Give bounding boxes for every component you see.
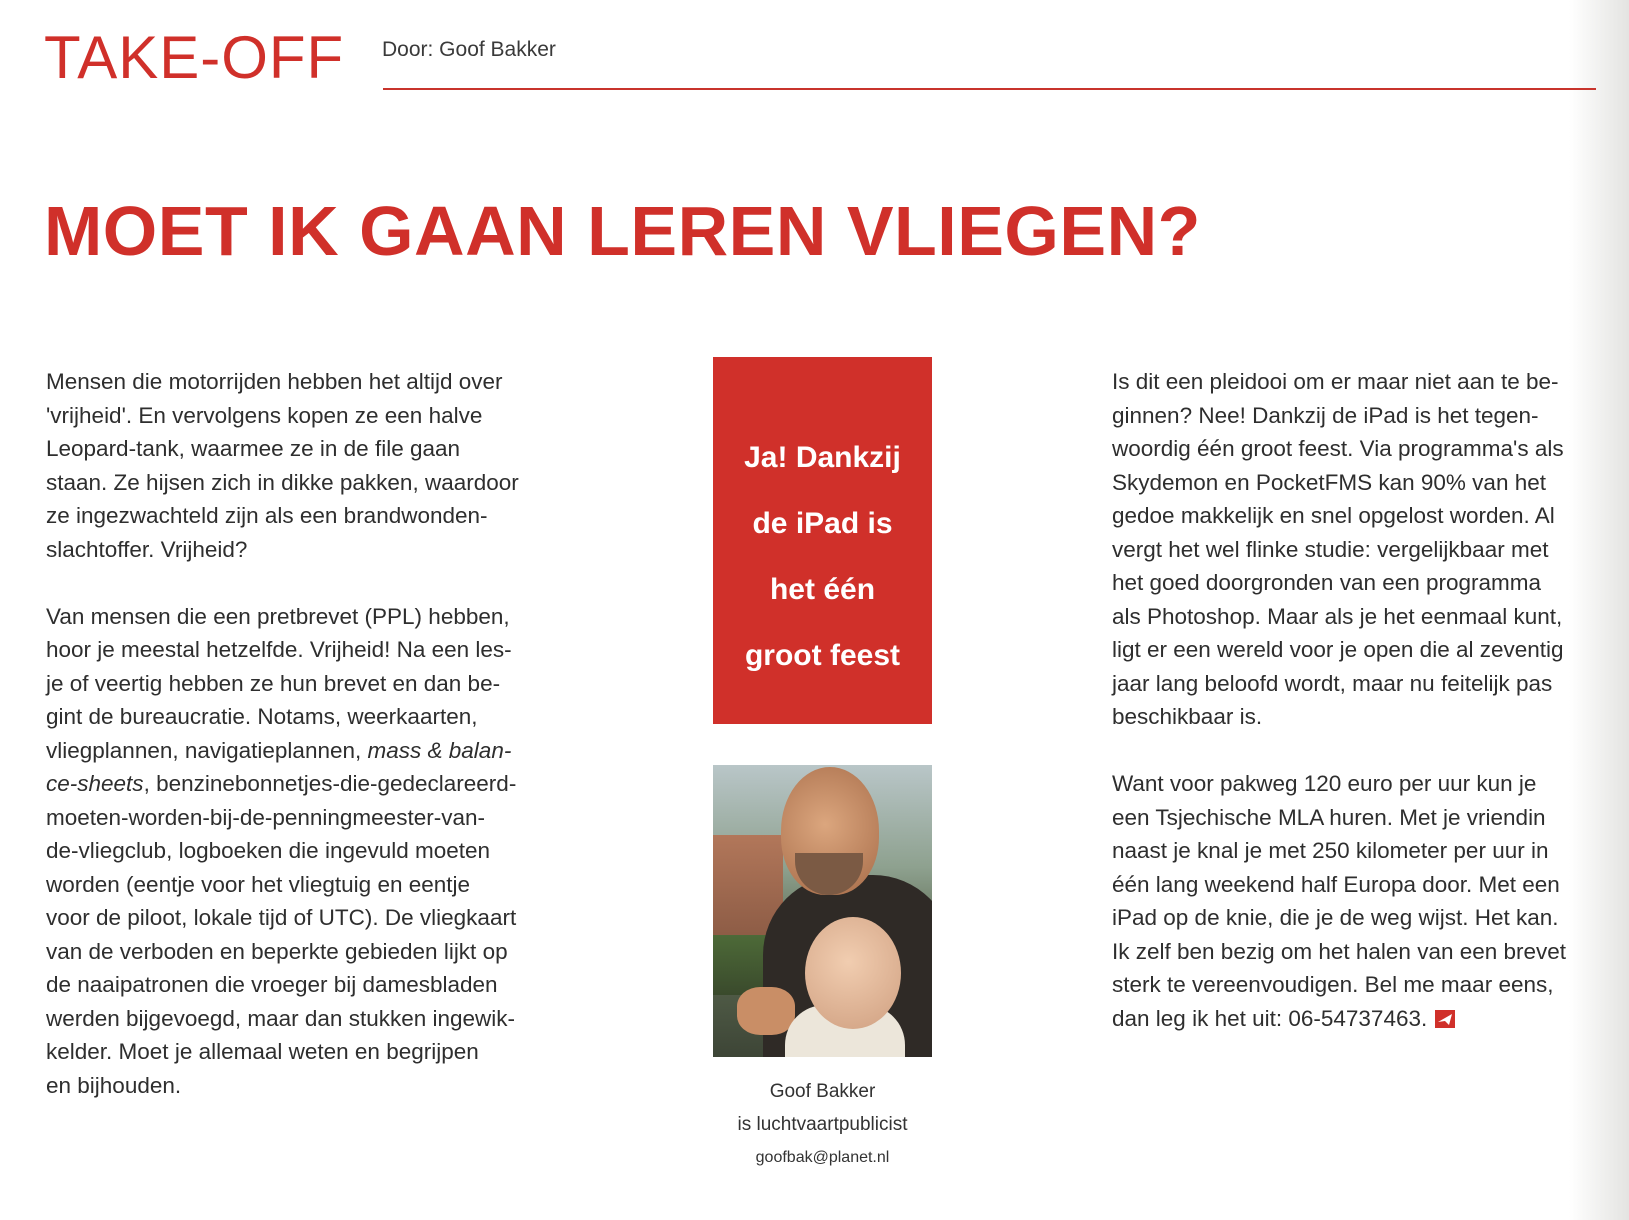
text-line (1112, 1002, 1602, 1036)
right-paragraph-2 (1112, 767, 1602, 1035)
pull-quote-line: groot feest (744, 639, 900, 672)
text-line (46, 767, 546, 801)
text-line: vergt het wel flinke studie: vergelijkbaar met (1112, 536, 1549, 562)
text-line: moeten-worden-bij-de-penningmeester-van- (46, 804, 485, 830)
text-line: als Photoshop. Maar als je het eenmaal kunt, (1112, 603, 1563, 629)
text-line (46, 734, 546, 768)
left-paragraph-2 (46, 600, 546, 1103)
text-line: kelder. Moet je allemaal weten en begrijpen (46, 1039, 479, 1064)
text-line: gint de bureaucratie. Notams, weerkaarten, (46, 704, 478, 729)
text-fragment: vliegplannen, navigatieplannen, (46, 737, 368, 763)
article-headline: MOET IK GAAN LEREN VLIEGEN? (44, 192, 1201, 270)
author-role: is luchtvaartpublicist (737, 1114, 908, 1135)
text-line: een Tsjechische MLA huren. Met je vriendin (1112, 804, 1546, 830)
byline: Door: Goof Bakker (382, 38, 556, 61)
text-line: beschikbaar is. (1112, 704, 1263, 729)
author-email: goofbak@planet.nl (755, 1149, 890, 1166)
text-line: Leopard-tank, waarmee ze in de file gaan (46, 436, 461, 461)
right-paragraph-1 (1112, 365, 1602, 734)
text-line: ginnen? Nee! Dankzij de iPad is het tegen- (1112, 402, 1539, 428)
section-label: TAKE-OFF (44, 24, 345, 91)
text-line: gedoe makkelijk en snel opgelost worden. Al (1112, 503, 1555, 528)
pull-quote-line: de iPad is (752, 507, 893, 540)
text-line: ligt er een wereld voor je open die al zeventig (1112, 637, 1564, 662)
text-line: en bijhouden. (46, 1072, 182, 1098)
text-line: het goed doorgronden van een programma (1112, 570, 1542, 595)
text-line: hoor je meestal hetzelfde. Vrijheid! Na een les- (46, 637, 512, 662)
text-line: één lang weekend half Europa door. Met een (1112, 871, 1560, 897)
text-line: ze ingezwachteld zijn als een brandwonden- (46, 503, 488, 528)
paragraph-gap (46, 566, 546, 600)
pull-quote-line: het één (769, 573, 876, 606)
text-line: Ik zelf ben bezig om het halen van een brevet (1112, 938, 1567, 964)
text-fragment: , benzinebonnetjes-die-gedeclareerd- (143, 771, 517, 796)
text-line: Skydemon en PocketFMS kan 90% van het (1112, 469, 1546, 495)
right-column (1112, 365, 1602, 1035)
author-photo (713, 765, 932, 1057)
text-line: je of veertig hebben ze hun brevet en dan be- (46, 670, 501, 696)
photo-baby-head (805, 917, 901, 1029)
text-line: jaar lang beloofd wordt, maar nu feitelijk pas (1112, 670, 1553, 696)
paragraph-gap (1112, 734, 1602, 768)
text-line: sterk te vereenvoudigen. Bel me maar eens, (1112, 972, 1554, 997)
text-line: 'vrijheid'. En vervolgens kopen ze een halve (46, 402, 483, 428)
text-line: Van mensen die een pretbrevet (PPL) hebben, (46, 603, 510, 629)
text-line: werden bijgevoegd, maar dan stukken ingewik- (46, 1005, 516, 1031)
text-line: voor de piloot, lokale tijd of UTC). De vliegkaart (46, 905, 517, 930)
text-line: Mensen die motorrijden hebben het altijd over (46, 369, 503, 394)
text-line: van de verboden en beperkte gebieden lijkt op (46, 938, 508, 964)
last-line-text: dan leg ik het uit: 06-54737463. (1112, 1005, 1428, 1031)
header-rule (383, 88, 1596, 90)
text-line: naast je knal je met 250 kilometer per uur in (1112, 838, 1549, 863)
left-paragraph-1 (46, 365, 546, 566)
text-line: de-vliegclub, logboeken die ingevuld moeten (46, 838, 491, 863)
pull-quote-line: Ja! Dankzij (744, 441, 901, 474)
text-line: de naaipatronen die vroeger bij damesbladen (46, 972, 498, 997)
italic-term: ce-sheets (46, 771, 144, 796)
pull-quote-box (713, 357, 932, 724)
text-line: slachtoffer. Vrijheid? (46, 536, 248, 562)
italic-term: mass & balan- (367, 737, 512, 763)
text-line: worden (eentje voor het vliegtuig en eentje (46, 871, 471, 897)
text-line: Want voor pakweg 120 euro per uur kun je (1112, 771, 1537, 796)
photo-hand (737, 987, 795, 1035)
text-line: Is dit een pleidooi om er maar niet aan te be- (1112, 369, 1559, 394)
text-line: iPad op de knie, die je de weg wijst. Het kan. (1112, 905, 1559, 930)
author-caption (713, 1075, 932, 1174)
left-column (46, 365, 546, 1102)
author-name: Goof Bakker (769, 1081, 876, 1102)
airplane-end-icon (1435, 1010, 1455, 1028)
text-line: woordig één groot feest. Via programma's als (1112, 436, 1564, 461)
pull-quote-text (713, 425, 932, 689)
text-line: staan. Ze hijsen zich in dikke pakken, waardoor (46, 469, 519, 495)
